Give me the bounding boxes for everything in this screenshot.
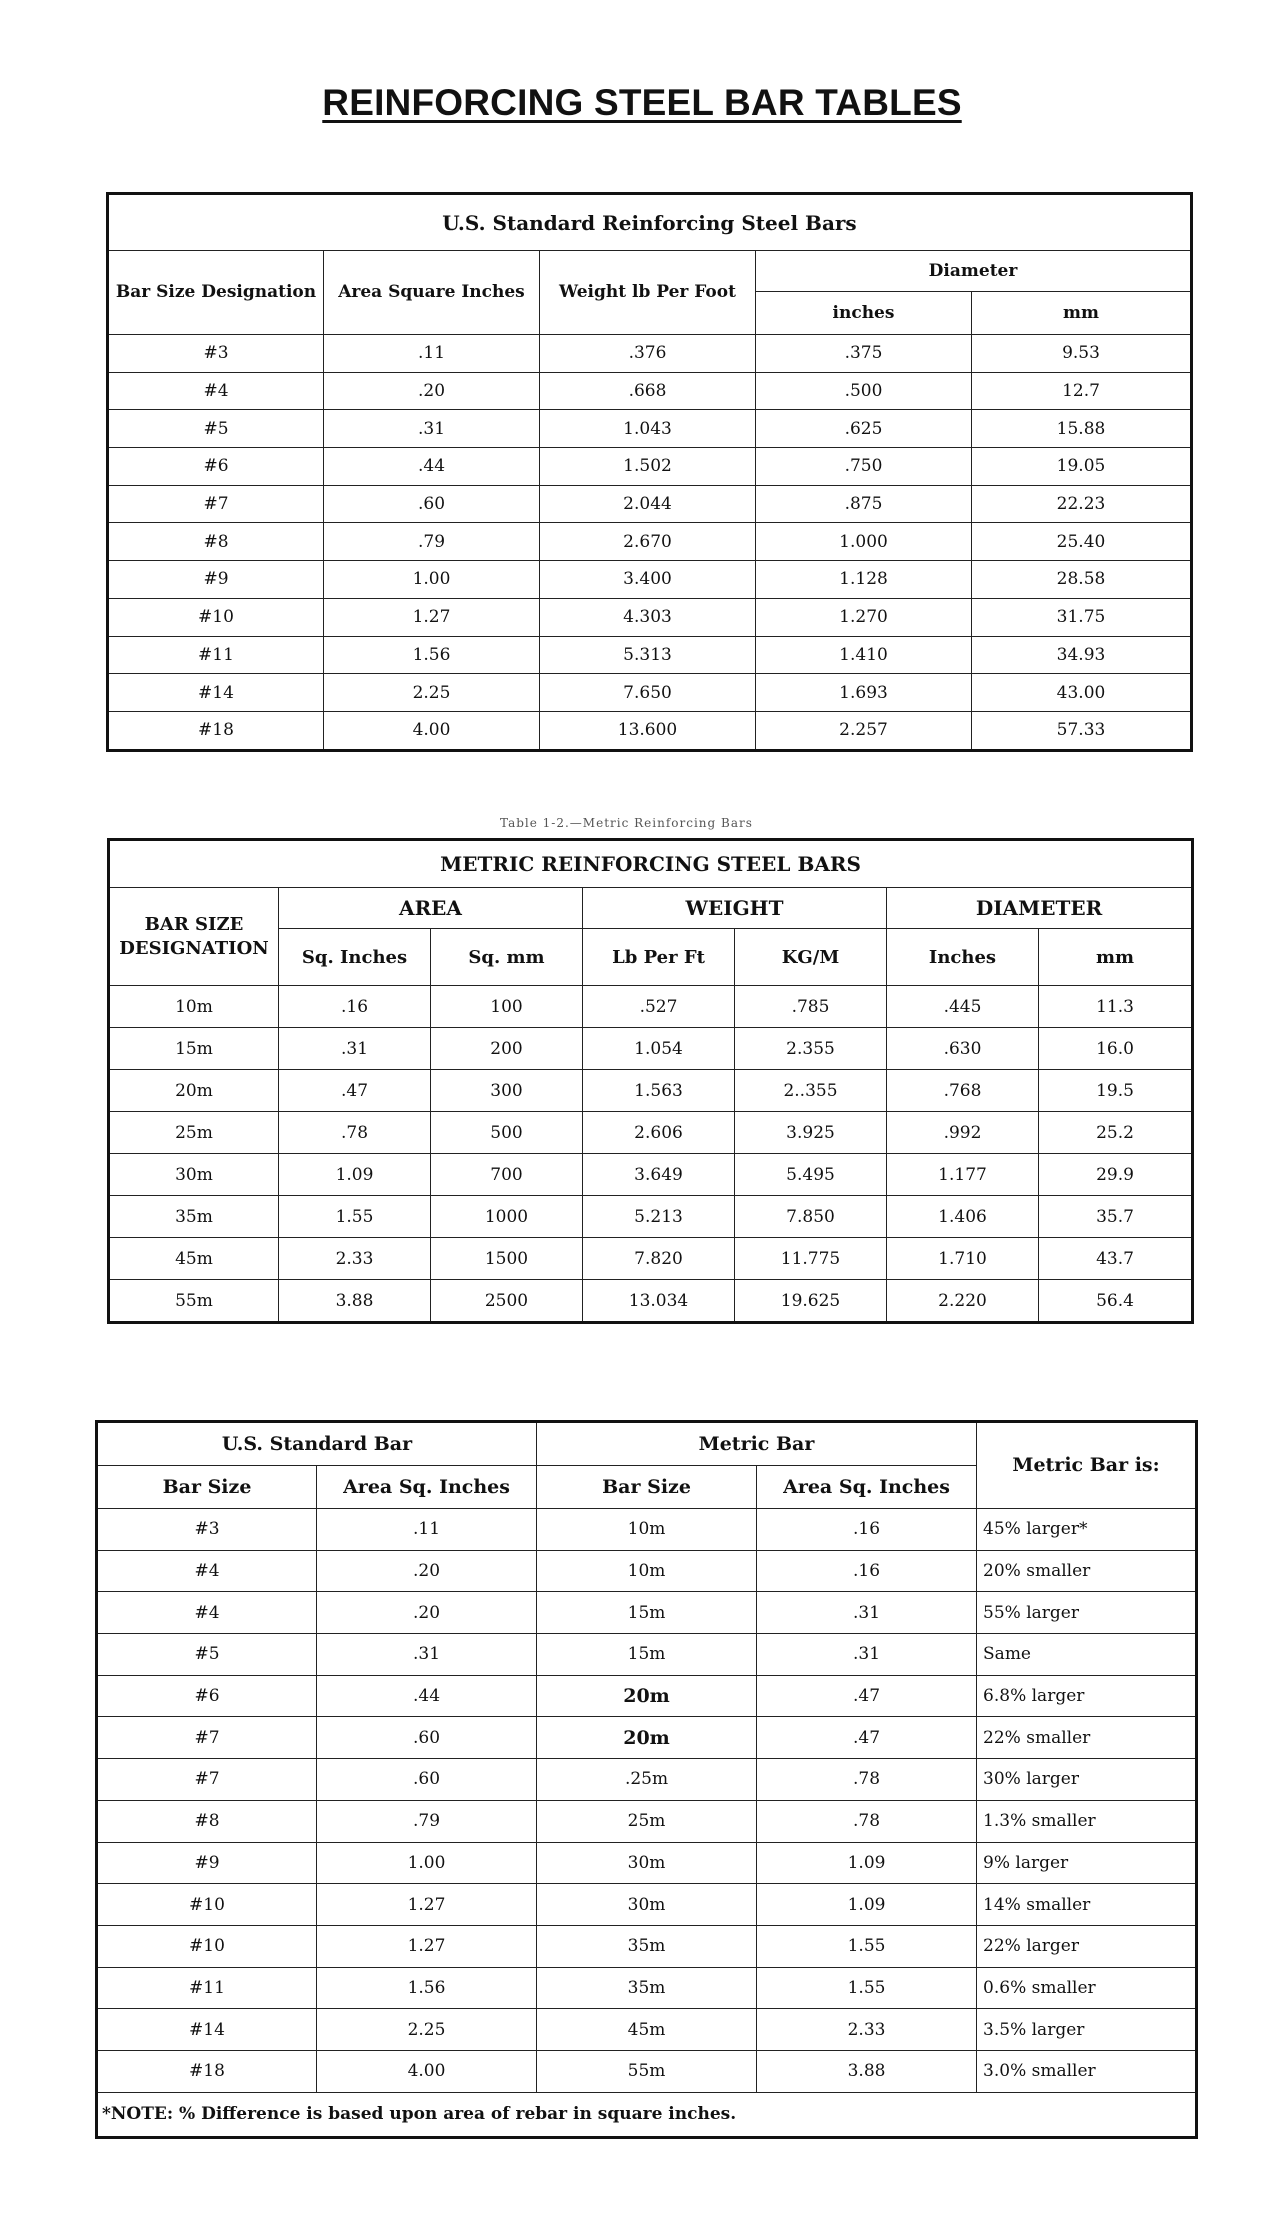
table-cell: 3.88 bbox=[757, 2050, 977, 2092]
table-cell: #10 bbox=[108, 598, 324, 636]
table-cell: 4.00 bbox=[317, 2050, 537, 2092]
table-cell: #4 bbox=[97, 1592, 317, 1634]
table-row bbox=[109, 1196, 1193, 1238]
table-cell: .768 bbox=[887, 1070, 1039, 1112]
table-cell: 15m bbox=[537, 1592, 757, 1634]
table-cell: 22% smaller bbox=[977, 1717, 1197, 1759]
col-header-mm: mm bbox=[1039, 929, 1193, 986]
table-cell: .20 bbox=[317, 1592, 537, 1634]
table-cell: .750 bbox=[756, 448, 972, 486]
table-cell: .79 bbox=[324, 523, 540, 561]
table-cell: .527 bbox=[583, 986, 735, 1028]
table-cell: 13.034 bbox=[583, 1280, 735, 1323]
table-cell: Same bbox=[977, 1634, 1197, 1676]
table-cell: 1.502 bbox=[540, 448, 756, 486]
table-cell: 20% smaller bbox=[977, 1550, 1197, 1592]
table-cell: 14% smaller bbox=[977, 1884, 1197, 1926]
table-cell: .47 bbox=[279, 1070, 431, 1112]
table-row bbox=[109, 1070, 1193, 1112]
table-cell: 1.270 bbox=[756, 598, 972, 636]
table-cell: 29.9 bbox=[1039, 1154, 1193, 1196]
table-cell: .20 bbox=[317, 1550, 537, 1592]
table-cell: 3.925 bbox=[735, 1112, 887, 1154]
table-cell: 15m bbox=[537, 1634, 757, 1676]
table-cell: 45m bbox=[537, 2009, 757, 2051]
table-cell: 25m bbox=[537, 1800, 757, 1842]
table-cell: 3.88 bbox=[279, 1280, 431, 1323]
table-cell: 3.5% larger bbox=[977, 2009, 1197, 2051]
table-cell: 22% larger bbox=[977, 1925, 1197, 1967]
table-cell: .16 bbox=[757, 1509, 977, 1551]
table-cell: .630 bbox=[887, 1028, 1039, 1070]
table-row bbox=[97, 1717, 1197, 1759]
table-cell: 28.58 bbox=[972, 561, 1192, 599]
table-cell: .785 bbox=[735, 986, 887, 1028]
table-cell: #3 bbox=[108, 335, 324, 373]
table-cell: 35m bbox=[109, 1196, 279, 1238]
table-cell: #18 bbox=[108, 711, 324, 750]
table-cell: #8 bbox=[97, 1800, 317, 1842]
table-cell: 1.09 bbox=[279, 1154, 431, 1196]
table-cell: #10 bbox=[97, 1884, 317, 1926]
table-cell: 2500 bbox=[431, 1280, 583, 1323]
table-row bbox=[108, 674, 1192, 712]
table-cell: 11.775 bbox=[735, 1238, 887, 1280]
table-cell: .31 bbox=[757, 1634, 977, 1676]
col-header-us-bar-size: Bar Size bbox=[97, 1466, 317, 1509]
table-row bbox=[97, 1967, 1197, 2009]
table-cell: .668 bbox=[540, 372, 756, 410]
table-cell: 1000 bbox=[431, 1196, 583, 1238]
table-cell: 2.670 bbox=[540, 523, 756, 561]
table-row bbox=[97, 1592, 1197, 1634]
table-cell: .31 bbox=[279, 1028, 431, 1070]
table-cell: 2.257 bbox=[756, 711, 972, 750]
table-cell: 11.3 bbox=[1039, 986, 1193, 1028]
table-row bbox=[108, 372, 1192, 410]
table-cell: 1.09 bbox=[757, 1842, 977, 1884]
col-header-us-area: Area Sq. Inches bbox=[317, 1466, 537, 1509]
table-body bbox=[108, 335, 1192, 751]
table-cell: 300 bbox=[431, 1070, 583, 1112]
table-cell: #9 bbox=[97, 1842, 317, 1884]
table-cell: .376 bbox=[540, 335, 756, 373]
table-cell: 2.606 bbox=[583, 1112, 735, 1154]
table-cell: .78 bbox=[757, 1800, 977, 1842]
table-cell: #14 bbox=[108, 674, 324, 712]
table-cell: 2.355 bbox=[735, 1028, 887, 1070]
table-cell: 700 bbox=[431, 1154, 583, 1196]
table-cell: 19.625 bbox=[735, 1280, 887, 1323]
table-cell: #4 bbox=[97, 1550, 317, 1592]
table-cell: .11 bbox=[324, 335, 540, 373]
table-cell: .500 bbox=[756, 372, 972, 410]
table-cell: 1.710 bbox=[887, 1238, 1039, 1280]
table-cell: #11 bbox=[97, 1967, 317, 2009]
table-cell: 1.000 bbox=[756, 523, 972, 561]
table-cell: .20 bbox=[324, 372, 540, 410]
table-cell: 20m bbox=[537, 1675, 757, 1717]
table-cell: .60 bbox=[317, 1759, 537, 1801]
table-cell: .47 bbox=[757, 1717, 977, 1759]
table-cell: 1.55 bbox=[279, 1196, 431, 1238]
table-cell: 45% larger* bbox=[977, 1509, 1197, 1551]
table-cell: 22.23 bbox=[972, 485, 1192, 523]
table-row bbox=[97, 1634, 1197, 1676]
table-cell: 55m bbox=[537, 2050, 757, 2092]
table-cell: 2..355 bbox=[735, 1070, 887, 1112]
footnote: *NOTE: % Difference is based upon area of rebar in square inches. bbox=[97, 2092, 1197, 2137]
table-caption: METRIC REINFORCING STEEL BARS bbox=[109, 840, 1193, 888]
table-row bbox=[108, 448, 1192, 486]
metric-bars-table bbox=[107, 838, 1194, 1324]
table-cell: 2.25 bbox=[317, 2009, 537, 2051]
col-header-area: AREA bbox=[279, 888, 583, 929]
table-cell: #8 bbox=[108, 523, 324, 561]
table-cell: .44 bbox=[324, 448, 540, 486]
table-cell: 1.00 bbox=[324, 561, 540, 599]
table-cell: 9.53 bbox=[972, 335, 1192, 373]
col-header-inches: inches bbox=[756, 292, 972, 335]
table-cell: 1.55 bbox=[757, 1925, 977, 1967]
table-row bbox=[109, 1280, 1193, 1323]
table-cell: 7.850 bbox=[735, 1196, 887, 1238]
table-row bbox=[97, 1925, 1197, 1967]
table-cell: #5 bbox=[97, 1634, 317, 1676]
table-cell: 200 bbox=[431, 1028, 583, 1070]
table-cell: 7.820 bbox=[583, 1238, 735, 1280]
table-cell: 1.693 bbox=[756, 674, 972, 712]
table-row bbox=[97, 1884, 1197, 1926]
table-cell: 1.56 bbox=[324, 636, 540, 674]
table-cell: #6 bbox=[97, 1675, 317, 1717]
table-cell: 3.0% smaller bbox=[977, 2050, 1197, 2092]
table-cell: 25.2 bbox=[1039, 1112, 1193, 1154]
table-row bbox=[108, 636, 1192, 674]
table-cell: 30m bbox=[537, 1842, 757, 1884]
table-cell: #5 bbox=[108, 410, 324, 448]
table-cell: .60 bbox=[317, 1717, 537, 1759]
col-header-mm: mm bbox=[972, 292, 1192, 335]
table-cell: #3 bbox=[97, 1509, 317, 1551]
table-cell: 1.00 bbox=[317, 1842, 537, 1884]
table-cell: #10 bbox=[97, 1925, 317, 1967]
table-cell: 1.55 bbox=[757, 1967, 977, 2009]
table-cell: 15.88 bbox=[972, 410, 1192, 448]
table-cell: 57.33 bbox=[972, 711, 1192, 750]
table-cell: 1500 bbox=[431, 1238, 583, 1280]
table-cell: 56.4 bbox=[1039, 1280, 1193, 1323]
col-header-metric-area: Area Sq. Inches bbox=[757, 1466, 977, 1509]
table-row bbox=[109, 1238, 1193, 1280]
table-cell: 20m bbox=[109, 1070, 279, 1112]
col-header-lb-per-ft: Lb Per Ft bbox=[583, 929, 735, 986]
table-cell: 5.313 bbox=[540, 636, 756, 674]
table-body bbox=[97, 1509, 1197, 2093]
table-cell: 16.0 bbox=[1039, 1028, 1193, 1070]
table-cell: 1.56 bbox=[317, 1967, 537, 2009]
table-row bbox=[97, 1759, 1197, 1801]
col-header-us-bar: U.S. Standard Bar bbox=[97, 1422, 537, 1466]
col-header-diameter: Diameter bbox=[756, 251, 1192, 292]
table-cell: #11 bbox=[108, 636, 324, 674]
table-cell: .60 bbox=[324, 485, 540, 523]
table-cell: 35m bbox=[537, 1967, 757, 2009]
table-cell: 2.25 bbox=[324, 674, 540, 712]
faded-table-caption: Table 1-2.—Metric Reinforcing Bars bbox=[500, 816, 753, 830]
table-row bbox=[97, 1800, 1197, 1842]
table-cell: .16 bbox=[279, 986, 431, 1028]
table-cell: 4.00 bbox=[324, 711, 540, 750]
table-row bbox=[97, 1842, 1197, 1884]
table-cell: 1.3% smaller bbox=[977, 1800, 1197, 1842]
table-cell: #4 bbox=[108, 372, 324, 410]
table-cell: 2.33 bbox=[757, 2009, 977, 2051]
table-cell: 55m bbox=[109, 1280, 279, 1323]
table-cell: 2.044 bbox=[540, 485, 756, 523]
table-row bbox=[97, 1509, 1197, 1551]
table-cell: 3.400 bbox=[540, 561, 756, 599]
table-cell: 25.40 bbox=[972, 523, 1192, 561]
table-row bbox=[108, 561, 1192, 599]
table-row bbox=[108, 711, 1192, 750]
table-cell: 15m bbox=[109, 1028, 279, 1070]
col-header-metric-bar: Metric Bar bbox=[537, 1422, 977, 1466]
table-cell: 2.220 bbox=[887, 1280, 1039, 1323]
table-cell: #14 bbox=[97, 2009, 317, 2051]
table-row bbox=[108, 410, 1192, 448]
col-header-inches: Inches bbox=[887, 929, 1039, 986]
table-cell: 1.27 bbox=[324, 598, 540, 636]
table-cell: 30m bbox=[537, 1884, 757, 1926]
table-cell: 30m bbox=[109, 1154, 279, 1196]
table-cell: 34.93 bbox=[972, 636, 1192, 674]
table-cell: #7 bbox=[108, 485, 324, 523]
table-cell: 6.8% larger bbox=[977, 1675, 1197, 1717]
table-cell: .31 bbox=[757, 1592, 977, 1634]
table-row bbox=[109, 1028, 1193, 1070]
table-cell: 5.495 bbox=[735, 1154, 887, 1196]
table-cell: 10m bbox=[109, 986, 279, 1028]
table-row bbox=[108, 485, 1192, 523]
table-cell: 1.128 bbox=[756, 561, 972, 599]
table-row bbox=[108, 335, 1192, 373]
table-cell: .11 bbox=[317, 1509, 537, 1551]
col-header-kg-m: KG/M bbox=[735, 929, 887, 986]
table-cell: .78 bbox=[757, 1759, 977, 1801]
table-cell: #9 bbox=[108, 561, 324, 599]
table-cell: 500 bbox=[431, 1112, 583, 1154]
page-title: REINFORCING STEEL BAR TABLES bbox=[322, 82, 962, 123]
table-cell: 1.27 bbox=[317, 1884, 537, 1926]
table-cell: 31.75 bbox=[972, 598, 1192, 636]
table-cell: .78 bbox=[279, 1112, 431, 1154]
col-header-bar-size: Bar Size Designation bbox=[108, 251, 324, 335]
table-cell: 1.406 bbox=[887, 1196, 1039, 1238]
table-cell: 1.177 bbox=[887, 1154, 1039, 1196]
table-cell: 0.6% smaller bbox=[977, 1967, 1197, 2009]
col-header-sq-inches: Sq. Inches bbox=[279, 929, 431, 986]
col-header-weight: Weight lb Per Foot bbox=[540, 251, 756, 335]
table-cell: 1.27 bbox=[317, 1925, 537, 1967]
table-cell: 12.7 bbox=[972, 372, 1192, 410]
table-body bbox=[109, 986, 1193, 1323]
table-row bbox=[109, 986, 1193, 1028]
table-row bbox=[109, 1154, 1193, 1196]
table-cell: #7 bbox=[97, 1717, 317, 1759]
col-header-metric-bar-is: Metric Bar is: bbox=[977, 1422, 1197, 1509]
table-cell: .875 bbox=[756, 485, 972, 523]
us-standard-bars-table bbox=[106, 192, 1193, 752]
table-cell: .25m bbox=[537, 1759, 757, 1801]
table-cell: .31 bbox=[317, 1634, 537, 1676]
table-cell: .47 bbox=[757, 1675, 977, 1717]
table-cell: 55% larger bbox=[977, 1592, 1197, 1634]
table-cell: 3.649 bbox=[583, 1154, 735, 1196]
table-cell: 43.00 bbox=[972, 674, 1192, 712]
table-cell: 10m bbox=[537, 1550, 757, 1592]
table-cell: 2.33 bbox=[279, 1238, 431, 1280]
table-cell: 1.09 bbox=[757, 1884, 977, 1926]
table-cell: 100 bbox=[431, 986, 583, 1028]
table-cell: #6 bbox=[108, 448, 324, 486]
bar-comparison-table bbox=[95, 1420, 1198, 2139]
table-cell: 45m bbox=[109, 1238, 279, 1280]
table-cell: 20m bbox=[537, 1717, 757, 1759]
table-cell: 19.05 bbox=[972, 448, 1192, 486]
table-cell: .992 bbox=[887, 1112, 1039, 1154]
table-row bbox=[108, 598, 1192, 636]
table-cell: 10m bbox=[537, 1509, 757, 1551]
table-row bbox=[108, 523, 1192, 561]
table-cell: 30% larger bbox=[977, 1759, 1197, 1801]
table-cell: 1.563 bbox=[583, 1070, 735, 1112]
table-cell: 1.054 bbox=[583, 1028, 735, 1070]
table-cell: 1.043 bbox=[540, 410, 756, 448]
table-cell: 35m bbox=[537, 1925, 757, 1967]
table-cell: .445 bbox=[887, 986, 1039, 1028]
table-cell: 4.303 bbox=[540, 598, 756, 636]
table-cell: 25m bbox=[109, 1112, 279, 1154]
col-header-sq-mm: Sq. mm bbox=[431, 929, 583, 986]
table-cell: 19.5 bbox=[1039, 1070, 1193, 1112]
table-cell: .31 bbox=[324, 410, 540, 448]
table-cell: .16 bbox=[757, 1550, 977, 1592]
col-header-area: Area Square Inches bbox=[324, 251, 540, 335]
table-cell: 35.7 bbox=[1039, 1196, 1193, 1238]
table-cell: .625 bbox=[756, 410, 972, 448]
table-cell: 43.7 bbox=[1039, 1238, 1193, 1280]
table-cell: 1.410 bbox=[756, 636, 972, 674]
table-cell: 13.600 bbox=[540, 711, 756, 750]
table-cell: .44 bbox=[317, 1675, 537, 1717]
table-row bbox=[97, 2050, 1197, 2092]
table-cell: .79 bbox=[317, 1800, 537, 1842]
col-header-diameter: DIAMETER bbox=[887, 888, 1193, 929]
table-cell: #18 bbox=[97, 2050, 317, 2092]
table-cell: 7.650 bbox=[540, 674, 756, 712]
col-header-metric-bar-size: Bar Size bbox=[537, 1466, 757, 1509]
table-row bbox=[97, 2009, 1197, 2051]
table-cell: .375 bbox=[756, 335, 972, 373]
table-cell: 9% larger bbox=[977, 1842, 1197, 1884]
table-row bbox=[97, 1550, 1197, 1592]
table-row bbox=[109, 1112, 1193, 1154]
col-header-bar-size: BAR SIZE DESIGNATION bbox=[109, 888, 279, 986]
table-cell: #7 bbox=[97, 1759, 317, 1801]
table-row bbox=[97, 1675, 1197, 1717]
table-cell: 5.213 bbox=[583, 1196, 735, 1238]
table-caption: U.S. Standard Reinforcing Steel Bars bbox=[108, 194, 1192, 251]
col-header-weight: WEIGHT bbox=[583, 888, 887, 929]
